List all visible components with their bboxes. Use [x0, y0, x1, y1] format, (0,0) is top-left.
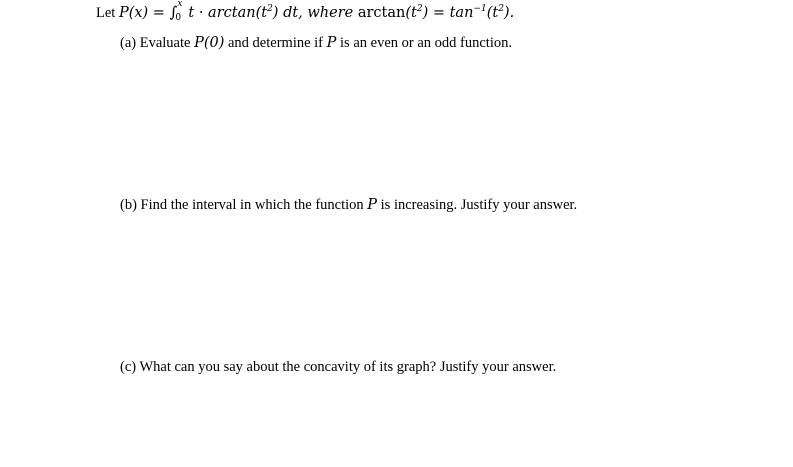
part-a-math-p: P	[326, 35, 337, 51]
part-a-text-after: is an even or an odd function.	[336, 35, 512, 51]
integral-limits	[175, 0, 184, 23]
tan-inverse-exponent: −1	[473, 4, 487, 14]
arctan-arg-exponent: 2	[416, 4, 423, 14]
tan-arg-close: ).	[503, 5, 515, 21]
function-label: P(x) =	[118, 5, 170, 21]
part-a-math-p0: P(0)	[194, 35, 225, 51]
arctan-upright: arctan	[357, 5, 406, 21]
part-b-label: (b)	[120, 197, 137, 213]
arctan-arg-close: ) =	[422, 5, 450, 21]
part-a-text-before: Evaluate	[136, 35, 195, 51]
function-definition	[118, 0, 515, 23]
part-b-math-p: P	[367, 197, 378, 213]
integrand: t · arctan(t	[188, 5, 268, 21]
part-b-question	[120, 196, 577, 214]
tan-arg-open: (t	[486, 5, 499, 21]
integral-lower-limit: 0	[175, 13, 182, 23]
integrand-exponent: 2	[267, 4, 273, 14]
part-c-question	[120, 358, 556, 376]
integral-sign: ∫	[169, 3, 178, 21]
part-b-text-before: Find the interval in which the function	[136, 197, 368, 213]
part-b-text-after: is increasing. Justify your answer.	[377, 197, 578, 213]
tan-text: tan	[449, 5, 474, 21]
where-text: , where	[298, 5, 358, 21]
part-a-question	[120, 34, 512, 52]
tan-arg-exponent: 2	[498, 4, 504, 14]
problem-statement	[96, 0, 515, 23]
part-a-text-mid: and determine if	[224, 35, 327, 51]
part-a-label: (a)	[120, 35, 137, 51]
intro-lead-text: Let	[96, 5, 119, 21]
integrand-close: ) dt	[272, 5, 299, 21]
arctan-arg-open: (t	[405, 5, 417, 21]
integral-upper-limit: x	[177, 0, 183, 9]
part-c-label: (c)	[120, 359, 137, 375]
part-c-text: What can you say about the concavity of its graph? Justify your answer.	[136, 359, 557, 375]
